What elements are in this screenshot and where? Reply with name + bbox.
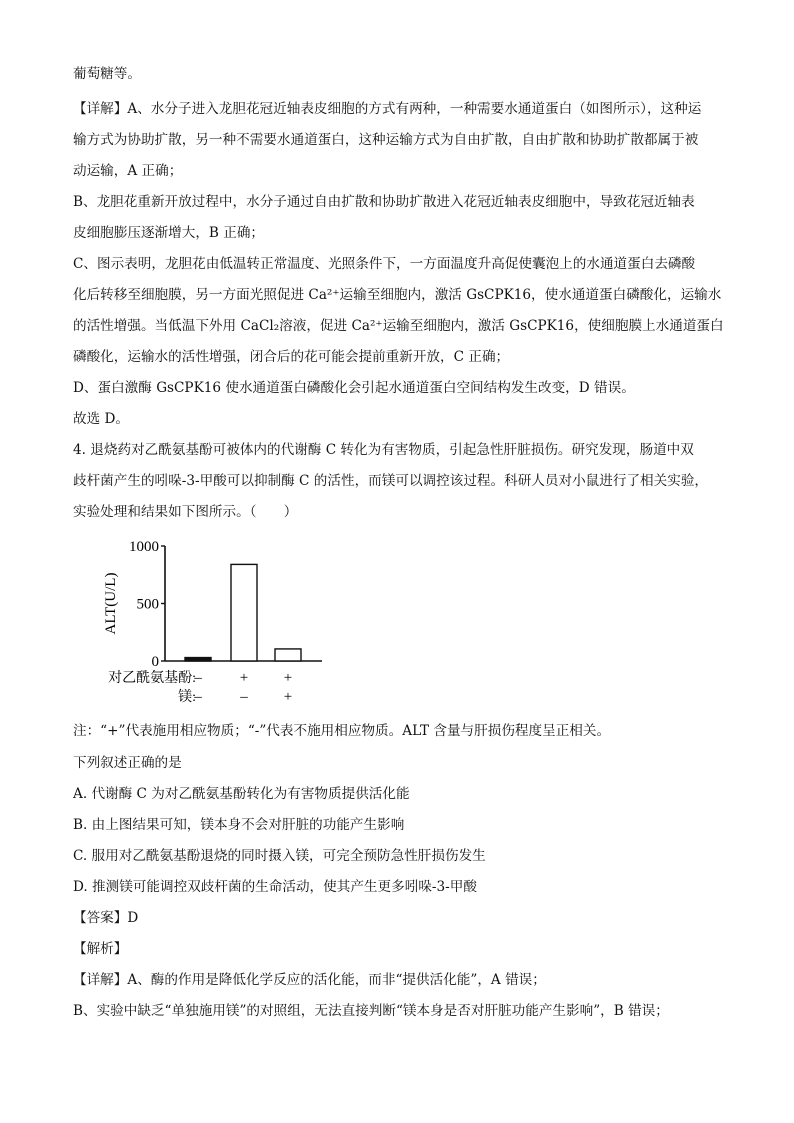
alt-bar-chart: [70, 532, 340, 712]
detail-line: 【详解】A、水分子进入龙胆花冠近轴表皮细胞的方式有两种，一种需要水通道蛋白（如图所示），这种运: [73, 101, 702, 117]
question-stem: 4. 退烧药对乙酰氨基酚可被体内的代谢酶 C 转化为有害物质，引起急性肝脏损伤。研究发现，肠道中双: [73, 442, 694, 458]
row-label-magnesium: 镁:: [178, 690, 196, 705]
question-stem: 实验处理和结果如下图所示。（ ）: [73, 504, 298, 520]
y-axis-label: ALT(U/L): [103, 572, 119, 635]
detail-line: 的活性增强。当低温下外用 CaCl₂溶液，促进 Ca²⁺运输至细胞内，激活 GsCPK16，使细胞膜上水通道蛋白: [73, 318, 724, 334]
row-label-acetaminophen: 对乙酰氨基酚:: [108, 671, 196, 686]
text-line: 葡萄糖等。: [73, 66, 141, 82]
option-a: A. 代谢酶 C 为对乙酰氨基酚转化为有害物质提供活化能: [73, 786, 410, 802]
question-stem: 歧杆菌产生的吲哚-3-甲酸可以抑制酶 C 的活性，而镁可以调控该过程。科研人员对小鼠进行了相关实验，: [73, 473, 708, 489]
magnesium-sign: –: [240, 689, 248, 705]
detail-line: 化后转移至细胞膜，另一方面光照促进 Ca²⁺运输至细胞内，激活 GsCPK16，使水通道蛋白磷酸化，运输水: [73, 287, 722, 303]
y-tick-label: 0: [151, 654, 159, 670]
detail-line: C、图示表明，龙胆花由低温转正常温度、光照条件下，一方面温度升高促使囊泡上的水通道蛋白去磷酸: [73, 256, 696, 272]
bar: [231, 564, 257, 661]
magnesium-sign: –: [194, 689, 202, 705]
detail-line: 输方式为协助扩散，另一种不需要水通道蛋白，这种运输方式为自由扩散，自由扩散和协助扩散都属于被: [73, 132, 699, 148]
option-d: D. 推测镁可能调控双歧杆菌的生命活动，使其产生更多吲哚-3-甲酸: [73, 879, 477, 895]
detail-line: D、蛋白激酶 GsCPK16 使水通道蛋白磷酸化会引起水通道蛋白空间结构发生改变，D 错误。: [73, 380, 635, 396]
answer-line: 【答案】D: [73, 910, 139, 926]
analysis-heading: 【解析】: [73, 941, 128, 957]
acetaminophen-sign: +: [239, 670, 249, 686]
detail-line: 动运输，A 正确；: [73, 163, 183, 179]
y-tick-label: 1000: [129, 539, 159, 555]
detail-line: 皮细胞膨压逐渐增大，B 正确；: [73, 225, 265, 241]
y-tick-label: 500: [136, 596, 159, 613]
chart-note: 注：“+”代表施用相应物质；“-”代表不施用相应物质。ALT 含量与肝损伤程度呈正相关。: [73, 723, 611, 739]
detail-line: B、实验中缺乏“单独施用镁”的对照组，无法直接判断“镁本身是否对肝脏功能产生影响”，B 错误；: [73, 1003, 669, 1019]
choose-line: 故选 D。: [73, 411, 130, 427]
acetaminophen-sign: –: [194, 670, 202, 686]
bar: [275, 649, 301, 661]
bar: [185, 658, 211, 661]
option-c: C. 服用对乙酰氨基酚退烧的同时摄入镁，可完全预防急性肝损伤发生: [73, 848, 486, 864]
option-b: B. 由上图结果可知，镁本身不会对肝脏的功能产生影响: [73, 817, 405, 833]
acetaminophen-sign: +: [283, 670, 293, 686]
detail-line: 磷酸化，运输水的活性增强，闭合后的花可能会提前重新开放，C 正确；: [73, 349, 510, 365]
magnesium-sign: +: [283, 689, 293, 705]
detail-line: 【详解】A、酶的作用是降低化学反应的活化能，而非“提供活化能”，A 错误；: [73, 972, 546, 988]
question-prompt: 下列叙述正确的是: [73, 755, 182, 771]
detail-line: B、龙胆花重新开放过程中，水分子通过自由扩散和协助扩散进入花冠近轴表皮细胞中，导致花冠近轴表: [73, 194, 695, 210]
